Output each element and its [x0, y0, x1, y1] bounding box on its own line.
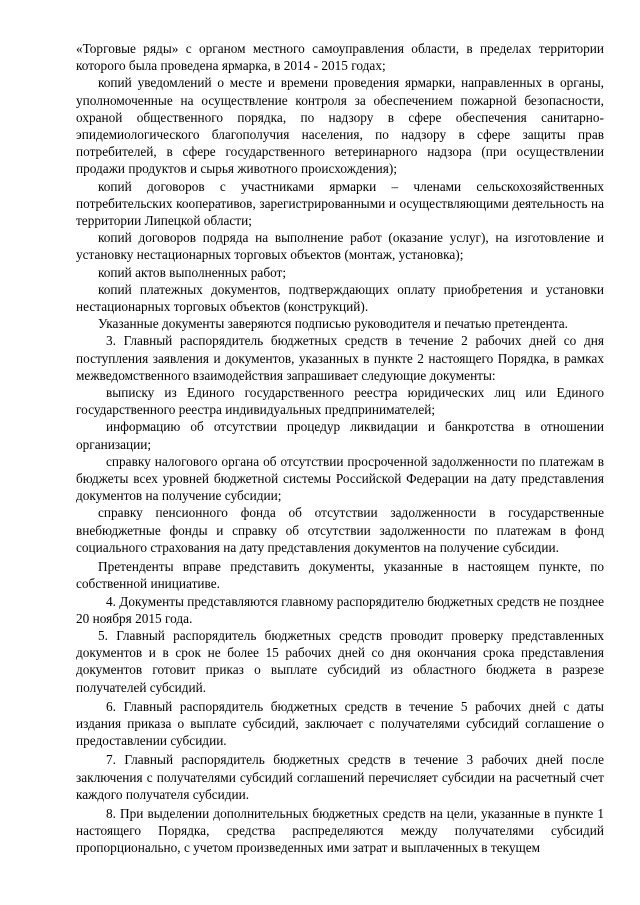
paragraph-continuation: «Торговые ряды» с органом местного самоуправления области, в пределах территории которого была проведена ярмарка, в 2014 - 2015 годах;: [76, 41, 604, 74]
document-body: [76, 40, 604, 857]
paragraph-item-4: 4. Документы представляются главному распорядителю бюджетных средств не позднее 20 ноября 2015 года.: [76, 593, 604, 626]
paragraph-own-initiative: Претенденты вправе представить документы, указанные в настоящем пункте, по собственной инициативе.: [76, 559, 604, 592]
paragraph-registry-extract: выписку из Единого государственного реестра юридических лиц или Единого государственного реестра индивидуальных предпринимателей;: [76, 385, 604, 418]
paragraph-item-5: 5. Главный распорядитель бюджетных средств проводит проверку представленных документов и в срок не более 15 рабочих дней со дня окончания срока представления документов готовит приказ о выплате субсидий из областного бюджета в разрезе получателей субсидий.: [76, 627, 604, 695]
paragraph-contractor-agreements: копий договоров подряда на выполнение работ (оказание услуг), на изготовление и установку нестационарных торговых объектов (монтаж, установка);: [76, 230, 604, 263]
paragraph-contract-copies: копий договоров с участниками ярмарки – членами сельскохозяйственных потребительских кооперативов, зарегистрированными и осуществляющими деятельность на территории Липецкой области;: [76, 178, 604, 229]
paragraph-item-3: 3. Главный распорядитель бюджетных средств в течение 2 рабочих дней со дня поступления заявления и документов, указанных в пункте 2 настоящего Порядка, в рамках межведомственного взаимодействия запрашивает следующие документы:: [76, 333, 604, 383]
paragraph-payment-documents: копий платежных документов, подтверждающих оплату приобретения и установки нестационарных торговых объектов (конструкций).: [76, 281, 604, 315]
paragraph-item-6: 6. Главный распорядитель бюджетных средств в течение 5 рабочих дней с даты издания приказа о выплате субсидий, заключает с получателями субсидий соглашение о предоставлении субсидии.: [76, 698, 604, 749]
paragraph-acts: копий актов выполненных работ;: [98, 264, 287, 280]
paragraph-tax-certificate: справку налогового органа об отсутствии просроченной задолженности по платежам в бюджеты всех уровней бюджетной системы Российской Федерации на дату представления документов на получение субсидии;: [76, 453, 604, 504]
paragraph-item-8: 8. При выделении дополнительных бюджетных средств на цели, указанные в пункте 1 настоящего Порядка, средства распределяются между получателями субсидий пропорционально, с учетом произведенных ими затрат и выплаченных в текущем: [76, 805, 604, 856]
paragraph-liquidation-info: информацию об отсутствии процедур ликвидации и банкротства в отношении организации;: [76, 419, 604, 452]
paragraph-notification-copies: копий уведомлений о месте и времени проведения ярмарки, направленных в органы, уполномоченные на осуществление контроля за обеспечением пожарной безопасности, охраной общественного порядка, по надзору в сфере обеспечения санитарно-эпидемиологического благополучия населения, по надзору в сфере защиты прав потребителей, в сфере государственного ветеринарного надзора (при осуществлении продажи продуктов и сырья животного происхождения);: [76, 75, 604, 177]
paragraph-certification: Указанные документы заверяются подписью руководителя и печатью претендента.: [98, 316, 568, 332]
paragraph-pension-certificate: справку пенсионного фонда об отсутствии задолженности в государственные внебюджетные фонды и справку об отсутствии задолженности по платежам в фонд социального страхования на дату представления документов на получение субсидии.: [76, 505, 604, 555]
paragraph-item-7: 7. Главный распорядитель бюджетных средств в течение 3 рабочих дней после заключения с получателями субсидий соглашений перечисляет субсидии на расчетный счет каждого получателя субсидии.: [76, 752, 604, 802]
